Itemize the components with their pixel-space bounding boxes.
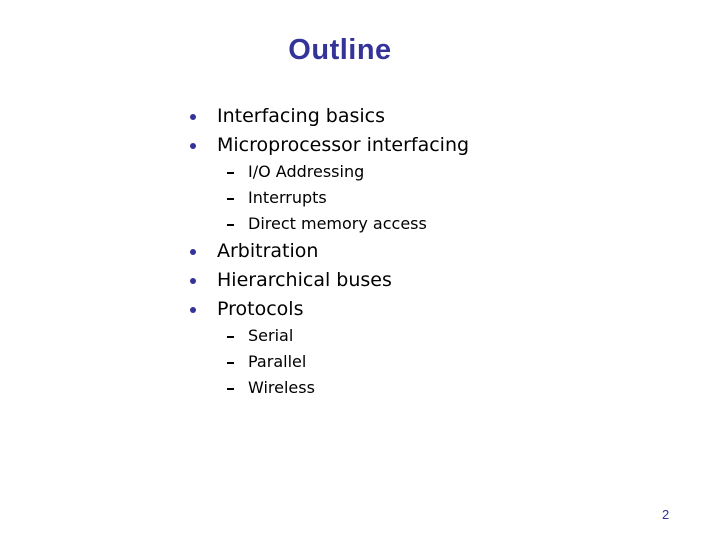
bullet-item-label: Arbitration <box>217 240 319 262</box>
sub-bullet-label: Interrupts <box>248 188 327 207</box>
sub-bullet-label: Wireless <box>248 378 315 397</box>
sub-bullet-label: Direct memory access <box>248 214 427 233</box>
sub-bullet-label: I/O Addressing <box>248 162 365 181</box>
bullet-icon <box>190 114 196 120</box>
sub-bullet-label: Serial <box>248 326 294 345</box>
bullet-icon <box>190 249 196 255</box>
dash-icon <box>227 224 234 226</box>
bullet-item-label: Protocols <box>217 298 304 320</box>
bullet-icon <box>190 143 196 149</box>
dash-icon <box>227 388 234 390</box>
bullet-icon <box>190 278 196 284</box>
bullet-item-label: Microprocessor interfacing <box>217 134 470 156</box>
dash-icon <box>227 336 234 338</box>
bullet-item-label: Hierarchical buses <box>217 269 392 291</box>
bullet-icon <box>190 307 196 313</box>
dash-icon <box>227 362 234 364</box>
sub-bullet-label: Parallel <box>248 352 307 371</box>
page-number: 2 <box>662 507 670 522</box>
bullet-item-label: Interfacing basics <box>217 105 386 127</box>
dash-icon <box>227 172 234 174</box>
slide-title: Outline <box>288 34 392 66</box>
dash-icon <box>227 198 234 200</box>
